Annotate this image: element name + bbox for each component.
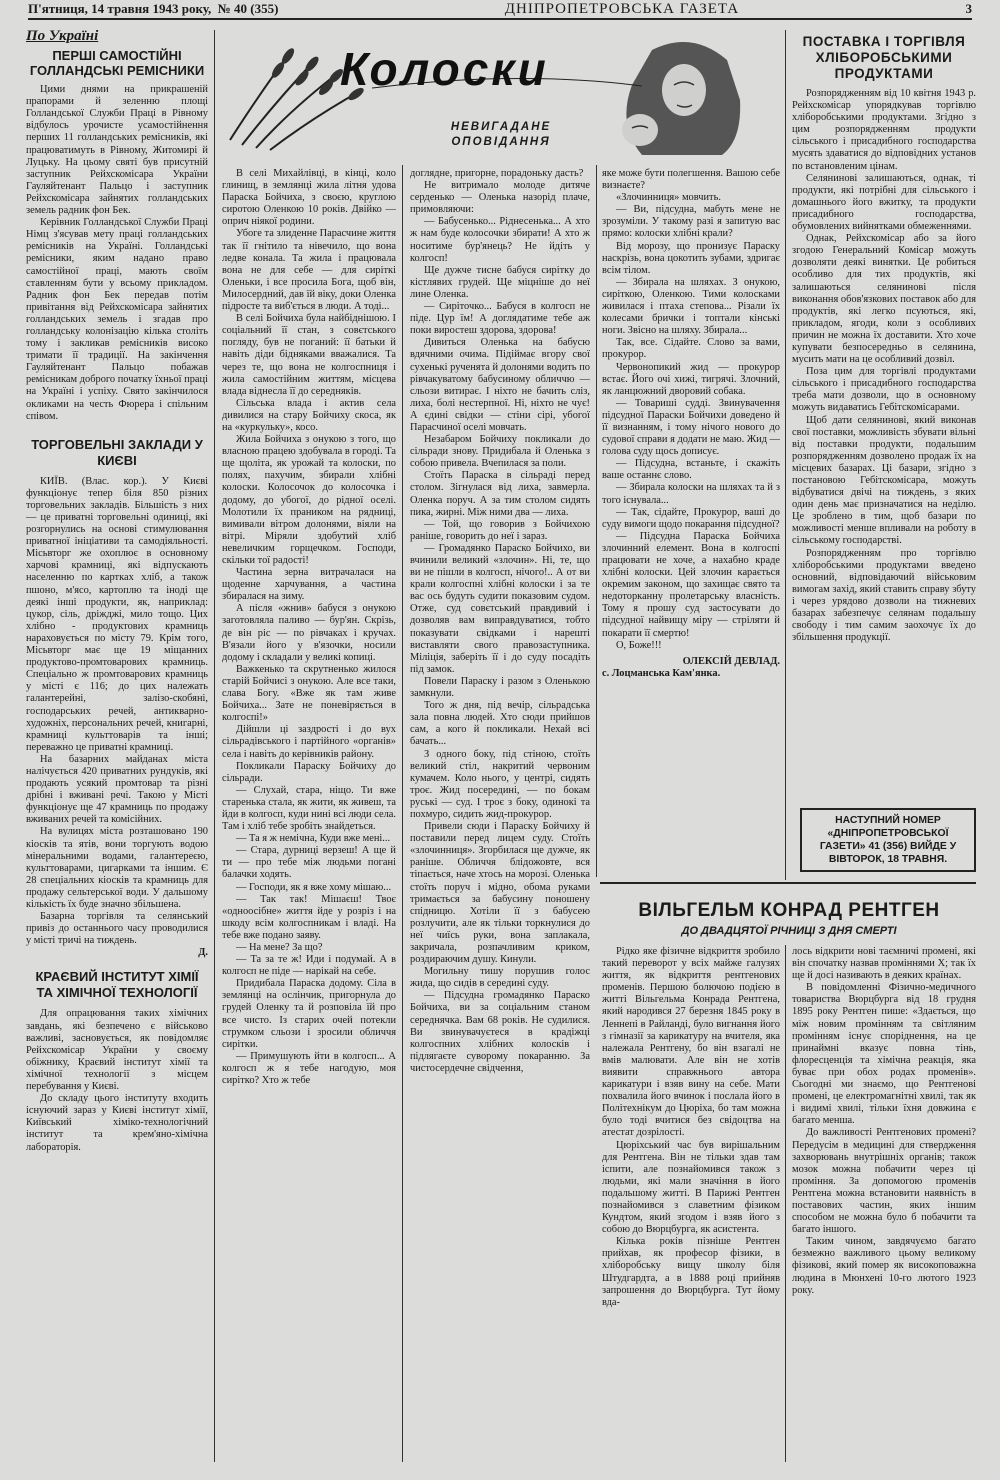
article-paragraph: Для опрацювання таких хімічних завдань, які безпечено є військово важливі, засновується, як повідомляє Рейхскомісар України у своєму обіжнику, Краєвий інститут хімії та хімічної технології з місцем перебування у Києві. xyxy=(26,1008,208,1093)
story-paragraph: В селі Бойчиха була найбіднішою. І соціальний її стан, з совєтського погляду, був не поганий: її батьки й навіть діди бідняками вважалися. Та через те, що вона не колгоспниця і жила самостійним життям, місцева влада віднесла її до середняків. xyxy=(222,313,396,397)
story-paragraph: — Громадянко Параско Бойчихо, ви вчинили великий «злочин». Ні, те, що ви не пішли в колгосп, нічого!.. А от ви крали колгоспні хлібні колоски і за те вас ось будуть судити показовим судом. Отже, суд совєтський правдивий і дозволяв вам виправдуватися, тобто показувати свідками і нарешті виставляти свого правозаступника. Міліція, заберіть її і до суду посадіть під замок. xyxy=(410,542,590,675)
story-paragraph: — Так так! Мішаєш! Твоє «одноосібне» життя йде у розріз і на шкоду всім колгоспникам і владі. На тебе вже подано заяву. xyxy=(222,893,396,941)
story-paragraph: — Бабусенько... Ріднесенька... А хто ж нам буде колосочки збирати! А хто ж носитиме бур'янець? Не йдіть у колгосп! xyxy=(410,216,590,264)
story-paragraph: А після «жнив» бабуся з онукою заготовляла паливо — бур'ян. Скрізь, де він ріс — по рівчаках і кручах. В'язали його у в'язочки, носили додому і складали у великі копиці. xyxy=(222,603,396,663)
story-paragraph: Того ж дня, під вечір, сільрадська зала повна людей. Хто сюди прийшов сам, а кого й покликали. Нехай всі бачать... xyxy=(410,700,590,748)
story-paragraph: — На мене? За що? xyxy=(236,942,323,953)
story-paragraph: Покликали Параску Бойчиху до сільради. xyxy=(222,760,396,784)
article-paragraph: Однак, Рейхскомісар або за його згодою Генеральний Комісар можуть дозволяти деякі винятки. Це робиться особливо для тих продуктів, які залишаються селянинові після виконання обов'язкових поставок або для продуктів, які легко псуються, які, прикладом, ягоди, коли з особливих причин не можна їх доставити. Хто хоче купувати безпосередньо в селянина, мусить мати на це особливий дозвіл. xyxy=(792,233,976,366)
story-paragraph: О, Боже!!! xyxy=(616,639,662,651)
story-paragraph: — Ви, підсудна, мабуть мене не зрозуміли. У такому разі я запитую вас прямо: колоски хлібні крали? xyxy=(602,204,780,240)
article-paragraph: Розпорядженням від 10 квітня 1943 р. Рейхскомісар упорядкував торгівлю хліборобськими продуктами. Згідно з цим розпорядженням продукти сільського і присадибного господарства мусять здаватися до відповідних установ по встановленим цінам. xyxy=(792,88,976,172)
story-paragraph: доглядне, пригорне, порадоньку дасть? xyxy=(410,168,584,179)
story-paragraph: — Та за те ж! Иди і подумай. А в колгосп не піде — нарікай на себе. xyxy=(222,954,396,978)
story-paragraph: — Підсудна громадянко Параско Бойчиха, ви за соціальним станом середнячка. Вам 68 років. Не судилися. Ви звинувачуєтеся в крадіжці колгоспних хлібних колосків і підлягаєте суворому покаранню. За чистосердечне свідчення, xyxy=(410,990,590,1074)
story-paragraph: Частина зерна витрачалася на щоденне харчування, а частина збиралася на зиму. xyxy=(222,567,396,603)
story-paragraph: — Господи, як я вже хому мішаю... xyxy=(236,881,392,893)
rentgen-subtitle: ДО ДВАДЦЯТОЇ РІЧНИЦІ З ДНЯ СМЕРТІ xyxy=(681,925,897,937)
story-banner xyxy=(222,30,750,158)
article-paragraph: лось відкрити нові таємничі промені, які він спочатку назвав проміннями Х; так їх ще й досі називають в деяких країнах. xyxy=(792,946,976,982)
column-rule xyxy=(214,30,215,1462)
column-rule xyxy=(785,30,786,880)
article-paragraph: На вулицях міста розташовано 190 кіосків та ятів, вони торгують водою мінеральними водами, галантереєю, культтоварами, цигарками та іншим. Є 28 спеціальних кіосків та крамниць для продажу сельтерської води. У дальшому кількість їх буде значно збільшена. xyxy=(26,826,208,910)
story-paragraph: — Збирала на шляхах. З онукою, сиріткою, Оленкою. Тими колосками живилася і птаха степова... Різали їх колесами брички і топтали кінські ноги. Звісно на шляху. Збирала... xyxy=(602,276,780,337)
article-title: КРАЄВИЙ ІНСТИТУТ ХІМІЇ ТА ХІМІЧНОЇ ТЕХНОЛОГІЇ xyxy=(35,969,199,1001)
story-column-1 xyxy=(222,168,396,1462)
page-number: 3 xyxy=(965,1,972,16)
column-rule xyxy=(785,945,786,1462)
article-title: ПЕРШІ САМОСТІЙНІ ГОЛЛАНДСЬКІ РЕМІСНИКИ xyxy=(29,48,205,79)
column-rule xyxy=(402,165,403,1462)
story-paragraph: — Примушують йти в колгосп... А колгосп ж я тебе нагодую, моя сирітко? Хто ж тебе xyxy=(222,1050,396,1087)
rentgen-column-2 xyxy=(792,946,976,1462)
story-paragraph: — Підсудна Параска Бойчиха злочинний елемент. Вона в колгоспі працювати не хоче, а нахабно краде хлібні колоски. Цей злочин карається окремим законом, що захищає свято та недоторканну пролетарську власність. Тому я прошу суд застосувати до підсудної найвищу міру — стріляти й покарати її смертю! xyxy=(602,530,780,639)
story-paragraph: В селі Михайлівці, в кінці, коло глинищ, в землянці жила літня удова Параска Бойчиха, з своєю, круглою сиротою Оленкою 10 років. Двійко — оприч ніякої родини. xyxy=(222,168,396,228)
story-paragraph: — Збирала колоски на шляхах та й з того існувала... xyxy=(602,482,780,506)
article-paragraph: Керівник Голландської Служби Праці Німц з'ясував мету праці голландських ремісників на Україні. Голландські ремісники, яким надано право самостійної праці, мають своїм ставленням бути у всьому прикладом. Радник фон Бек передав потім привітання від Рейхскомісара зайнятих голландських земель і згадав про голландську колонізацію кілька століть тому і закликав ремісників високо тримати її традиції. На закінчення Гауляйтенант Пальцо побажав ремісникам доброго початку їхньої праці на Україні і успіху. Свято закінчилося окликами на честь Фюрера і спільним співом. xyxy=(26,217,208,422)
date-text: П'ятниця, 14 травня 1943 року, xyxy=(28,1,212,16)
next-issue-notice: НАСТУПНИЙ НОМЕР «ДНІПРОПЕТРОВСЬКОЇ ГАЗЕТИ» 41 (356) ВИЙДЕ У ВІВТОРОК, 18 ТРАВНЯ. xyxy=(800,808,976,872)
story-paragraph: Сільська влада і актив села дивилися на стару Бойчиху скоса, як на «куркульку», косо. xyxy=(222,397,396,433)
rubric-po-ukraini: По Україні xyxy=(26,30,99,44)
article-paragraph: До важливості Рентгенових промені? Передусім в медицині для ствердження захворювань внутрішніх органів; також мозок можна побачити через ці проміння. За допомогою променів Рентгена можна встановити наявність в поставових частин, яких іншим способом не можна було б побачити та багато іншого. xyxy=(792,1127,976,1236)
story-paragraph: — Стара, дурниці верзеш! А ще й ти — про тебе між людьми погані балачки ходять. xyxy=(222,845,396,881)
article-paragraph: Базарна торгівля та селянський привіз до останнього часу проводилися у місті тричі на тиждень. xyxy=(26,911,208,947)
column-5 xyxy=(792,34,976,880)
story-paragraph: Придибала Параска додому. Сіла в землянці на ослінчик, пригорнула до грудей Оленку та й розповіла їй про все чисто. Із старих очей потекли струмком сльози і зросили обличчя сирітки. xyxy=(222,978,396,1050)
story-paragraph: Важкенько та скрутненько жилося старій Бойчисі з онукою. Але все таки, слава Богу. «Вже як там живе Бойчиха... Зате не поневіряється в колгоспі!» xyxy=(222,663,396,724)
story-subtitle: НЕВИГАДАНЕ ОПОВІДАННЯ xyxy=(450,121,552,148)
column-rule xyxy=(596,165,597,877)
story-paragraph: Червонопикий жид — прокурор встає. Його очі хижі, тигрячі. Злочний, як ланцюжний дворовий собака. xyxy=(602,361,780,397)
story-paragraph: — Так, сідайте, Прокурор, ваші до суду вимоги щодо покарання підсудної? xyxy=(602,506,780,530)
article-paragraph: До складу цього інституту входить існуючий зараз у Києві інститут хімії, Київський хіміко-технологічний інститут та крем'яно-хімічна лабораторія. xyxy=(26,1093,208,1153)
story-column-2 xyxy=(410,168,590,1462)
article-paragraph: Розпорядженням про торгівлю хліборобськими продуктами введено основний, відповідаючий військовим вимогам захід, який ставить справу збуту і через урядово дозволи на тижневих базарах забезпечує селянам подальшу свободу і тим самим заохочує їх до збільшення продукції. xyxy=(792,547,976,644)
story-paragraph: Стоїть Параска в сільраді перед столом. Зігнулася від лиха, завмерла. Оленка поруч. А за тим столом сидять пика, жирні. Між ними два — лиха. xyxy=(410,470,590,518)
story-paragraph: — Слухай, стара, ніщо. Ти вже старенька стала, як жити, як живеш, та йди в колгосп, куди нині всі люди села. Там і хліб тебе зробіть знайдеться. xyxy=(222,784,396,833)
article-title: ТОРГОВЕЛЬНІ ЗАКЛАДИ У КИЄВІ xyxy=(31,436,203,468)
article-title: ПОСТАВКА І ТОРГІВЛЯ ХЛІБОРОБСЬКИМИ ПРОДУКТАМИ xyxy=(802,34,966,81)
article-paragraph: На базарних майданах міста налічується 420 приватних рундуків, які продають усякий промтовар та різні дрібні і вживані речі. Такою у Місті функціонує ще 47 крамниць по продажу вживаних речей та комісійних. xyxy=(26,753,208,826)
story-paragraph: Так, все. Сідайте. Слово за вами, прокурор. xyxy=(602,337,780,361)
story-paragraph: — Той, що говорив з Бойчихою раніше, говорить до неї і зараз. xyxy=(410,518,590,542)
author-location: с. Лоцманська Кам'янка. xyxy=(602,667,721,679)
section-rule xyxy=(600,882,976,884)
story-paragraph: Від морозу, що пронизує Параску наскрізь, вона цокотить зубами, здригає всім тілом. xyxy=(602,240,780,276)
story-column-3 xyxy=(602,168,780,876)
story-paragraph: Дійшли ці заздрості і до вух сільрадівського і партійного «органів» села і навіть до керівників району. xyxy=(222,724,396,760)
article-paragraph: Щоб дати селянинові, який виконав свої поставки, можливість збувати вільні від поставки продукти, подальшим розпорядженням дозволено продаж їх на місцевих базарах. Ці базари, згідно з постановою Гебітскомісара, можуть відбуватися двічі на тиждень, з яких один день має призначатися на неділю. Це зроблено в тим, щоб базари по можливості менше впливали на роботу в сільському господарстві. xyxy=(792,414,976,547)
story-paragraph: яке може бути полегшення. Вашою себе визнаєте? xyxy=(602,168,780,192)
story-paragraph: — Підсудна, встаньте, і скажіть ваше останнє слово. xyxy=(602,458,780,482)
article-paragraph: Рідко яке фізичне відкриття зробило такий переворот у всіх майже галузях життя, як відкриття рентгенових променів. Першою болючою подією в житті Вільгельма Конрада Рентгена, який народився 27 березня 1845 року в Леннепі в Райланді, було вигнання його з гімназії за карикатуру на вчителя, яка належала Рентгену, бо він взагалі не вмів малювати. Але він не хотів виявити справжнього автора карикатури і взяв вину на себе. Мати похвалила його вчинок і послала його в Політехнікум до Цюріха, бо там можна було тоді вчитися без свідоцтва на атестат дозрілості. xyxy=(602,946,780,1139)
story-paragraph: Незабаром Бойчиху покликали до сільради знову. Придибала й Оленька з собою привела. Вчепилася за поли. xyxy=(410,434,590,470)
story-paragraph: Привели сюди і Параску Бойчиху й поставили перед лицем суду. Стоїть «злочинниця». Згорбилася ще дужче, як раніше. Обличчя блідожовте, вся тіпається, наче хтось на морозі. Оленька стоїть поруч і мідно, обома руками тримається за бабусину поношену спідницю. Хотіли її з бабусею розлучити, але як тільки торкнулися до неї чиїсь руки, вона заплакала, закричала, розпачливим криком, роздираючим душу. Кинули. xyxy=(410,821,590,966)
story-paragraph: Могильну тишу порушив голос жида, що сидів в середині суду. xyxy=(410,966,590,990)
paper-name: ДНІПРОПЕТРОВСЬКА ГАЗЕТА xyxy=(504,0,740,17)
article-paragraph: Кілька років пізніше Рентген прийхав, як професор фізики, в хліборобську вищу школу біля Штудгардта, а в 1888 році прийняв запрошення до Вюрцбурга. Тут йому вда- xyxy=(602,1236,780,1308)
story-paragraph: Повели Параску і разом з Оленькою замкнули. xyxy=(410,675,590,700)
story-paragraph: Жила Бойчиха з онукою з того, що власною працею здобувала в городі. Та ще щоліта, як урожай та колоски, по полях, пахучим, збирали хлібні колоски. Колосочок до колосочка і додому, до убогої, до рідної оселі. Молотили їх праником на рядниці, вимивали вітром долонями, віяли на вітрі. Міряли здобутий хліб невеличким горщечком. Господи, скільки тої радості! xyxy=(222,434,396,566)
story-paragraph: Убоге та злиденне Парасчине життя так її гнітило та нівечило, що вона ледве конала. Та жила і працювала вона не для себе — для сиріткі Оленьки, і все просила Бога, щоб він, Милосердний, дав їй віку, доки Оленка підросте та виб'ється в люди. А тоді... xyxy=(222,228,396,313)
article-paragraph: Цими днями на прикрашеній прапорами й зеленню площі Голландської Служби Праці в Рівному відбулось урочисте усамостійнення перших 11 голландських ремісників, які працюватимуть в Рівному, Житомирі й Луцьку. На цьому святі був присутній заступник Рейхскомісара України Гауляйтенант Пальцо і заступник Рейхскомісара зайнятих голландських земель радник фон Бек. xyxy=(26,84,208,217)
story-paragraph: Дивиться Оленька на бабусю вдячними очима. Підіймає вгору свої сухенькі рученята й долонями водить по рівчакуватому бабусиному обличчю — сльози витирає. І ніхто не бачить сліз, лиха, болі нестерпної. Ні, ніхто не чує! А єдині свідки — стіни сірі, убогої Парасчиної оселі мовчать. xyxy=(410,337,590,433)
story-paragraph: Ще дужче тисне бабуся сирітку до кістлявих грудей. Ще міцніше до неї лине Оленка. xyxy=(410,264,590,300)
story-paragraph: — Товариші судді. Звинувачення підсудної Параски Бойчихи доведено й її визнанням, і тому нічого нового до судової справи я додати не маю. Жид — голова суду щось дописує. xyxy=(602,397,780,458)
issue-date xyxy=(28,1,278,17)
article-paragraph: Цюріхський час був вирішальним для Рентгена. Він не тільки здав там іспити, але познайомився також з людьми, які мали значіння в його подальшому житті. В Парижі Рентген познайомився з славетним фізиком Кундтом, який згодом і взяв його з собою до Вюрцбурга, як асистента. xyxy=(602,1139,780,1236)
rentgen-column-1 xyxy=(602,946,780,1462)
column-1 xyxy=(26,30,208,1462)
story-paragraph: Не витримало молоде дитяче серденько — Оленька назорід плаче, примовляючи: xyxy=(410,180,590,216)
author-signature: ОЛЕКСІЙ ДЕВЛАД. xyxy=(682,655,780,667)
story-paragraph: — Та я ж немічна, Куди вже мені... xyxy=(236,833,391,845)
story-title: Колоски xyxy=(340,43,549,95)
story-paragraph: — Сиріточко... Бабуся в колгосп не піде. Цур їм! А доглядатиме тебе аж поки виростеш здорова, здорова! xyxy=(410,301,590,337)
rentgen-title: ВІЛЬГЕЛЬМ КОНРАД РЕНТГЕН xyxy=(638,900,940,921)
story-paragraph: З одного боку, під стіною, стоїть великий стіл, накритий червоним кумачем. Коло нього, у центрі, сидять троє. Жид посередині, — по бокам руські — суд. І троє з боку, одинокі та похмуро, сидить жид-прокурор. xyxy=(410,748,590,820)
article-paragraph: В повідомленні Фізично-медичного товариства Вюрцбурга від 18 грудня 1895 року Рентген пише: «Здається, що між новим промінням та світляним промінням існує споріднення, на це принаймні вказує повна тінь, флоресценція та хімічна реакція, яка буває при обох родах променів». Сьогодні ми знаємо, що Рентгенові промені, це електромагнітні хвилі, так як і видимі хвилі, тільки їхня довжина є багато менша. xyxy=(792,982,976,1127)
issue-number: № 40 (355) xyxy=(217,1,279,16)
article-paragraph: Поза цим для торгівлі продуктами сільського і присадибного господарства треба мати дозволи, що в основному можуть видаватись Гебітскомісарами. xyxy=(792,366,976,414)
masthead xyxy=(28,0,972,20)
article-paragraph: Таким чином, завдячуємо багато безмежно важливого цьому великому фізикові, який помер як високоповажна людина в Мюнхені 10-го лютого 1923 року. xyxy=(792,1236,976,1296)
article-signature: Д. xyxy=(198,947,208,959)
article-paragraph: Селянинові залишаються, однак, ті продукти, які потрібні для сільського і домашнього його вжитку, та продукти присадибного господарства, обумовлених вийнятками обмеженнями. xyxy=(792,172,976,233)
story-paragraph: «Злочинниця» мовчить. xyxy=(616,192,721,204)
article-paragraph: КИЇВ. (Влас. кор.). У Києві функціонує тепер біля 850 різних торговельних закладів. Більшість з них — це приватні торговельні одиниці, які розгорнулись на основі стимулювання приватної ініціативи та самодіяльності. Місьвторг же охоплює в основному харчові крамниці, які відпускають населенню по картках хліб, а також пшоно, м'ясо, картоплю та іноді ще деякі інші продукти, як, наприклад: цукор, сіль, дріжджі, мило тощо. Цих хлібно - продуктових крамниць нараховується по місту 79. Крім того, Місьвторг має ще 19 міщанних продуктово-промтоварових крамниць. Спеціально ж промтоварових крамниць у місті є 116; до цих належать галантерейні, залізо-скобяні, господарських речей, антикварно-художніх, персональних речей, книгарні, крамниці культтоварів та інші; переважно це приватні крамниці. xyxy=(26,475,208,753)
